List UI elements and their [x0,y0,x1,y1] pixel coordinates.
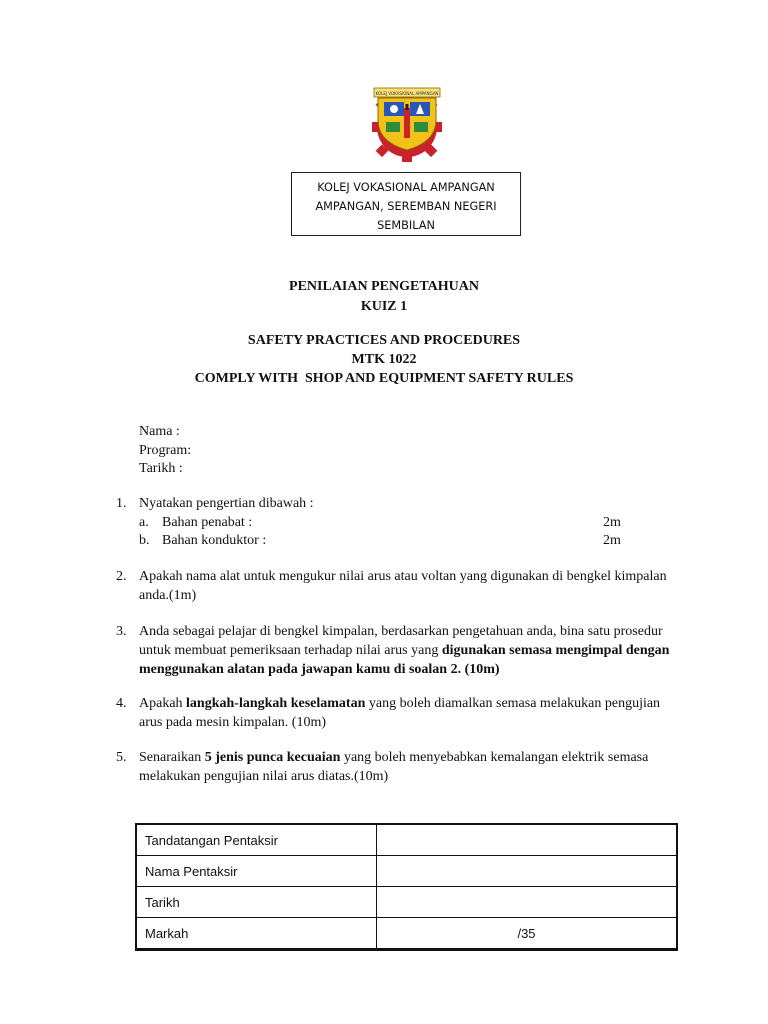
course-code: MTK 1022 [351,352,417,367]
question-text-bold: 5 jenis punca kecuaian [204,750,341,765]
question-number: 2. [116,569,127,584]
sub-item-marks: 2m [603,515,621,530]
college-name-box [291,172,521,236]
college-crest-icon [360,82,454,162]
question-number: 5. [116,750,127,765]
name-label: Nama : [139,424,180,439]
question-2 [116,567,676,605]
table-row [136,887,677,918]
table-cell-label: Markah [136,918,377,950]
date-label: Tarikh : [139,461,183,476]
question-text [139,622,676,679]
question-text [139,694,676,732]
table-cell-label: Tarikh [136,887,377,918]
sub-item-text: Bahan penabat : [162,515,253,530]
question-number: 1. [116,496,127,511]
question-text-bold: digunakan semasa mengimpal dengan menggunakan alatan pada jawapan kamu di soalan 2. (10m) [139,643,670,677]
table-cell-label: Tandatangan Pentaksir [136,824,377,856]
assessment-title: PENILAIAN PENGETAHUAN [289,279,479,294]
question-text-plain: yang boleh diamalkan semasa melakukan pengujian arus pada mesin kimpalan. (10m) [139,696,661,730]
question-text [139,748,676,786]
question-4 [116,694,676,732]
table-cell-label: Nama Pentaksir [136,856,377,887]
question-1 [116,494,676,513]
question-text-plain: yang boleh menyebabkan kemalangan elektrik semasa melakukan pengujian nilai arus diatas.(10m) [139,750,649,784]
college-name-line-1: KOLEJ VOKASIONAL AMPANGAN [317,181,495,194]
question-text-plain: Senaraikan [139,750,205,765]
question-text-bold: langkah-langkah keselamatan [186,696,366,711]
sub-item-text: Bahan konduktor : [162,533,267,548]
question-3 [116,622,676,679]
question-number: 3. [116,624,127,639]
table-cell-value: /35 [377,918,678,950]
table-row [136,824,677,856]
topic-title: COMPLY WITH SHOP AND EQUIPMENT SAFETY RULES [194,371,574,386]
quiz-title: KUIZ 1 [360,299,408,314]
subject-title: SAFETY PRACTICES AND PROCEDURES [247,333,521,348]
question-text: Nyatakan pengertian dibawah : [139,496,314,511]
table-row [136,856,677,887]
svg-text:KOLEJ VOKASIONAL AMPANGAN: KOLEJ VOKASIONAL AMPANGAN [375,91,439,96]
sub-item-marks: 2m [603,533,621,548]
sub-item-label: a. [139,515,149,530]
table-bottom-rule [135,950,678,951]
question-number: 4. [116,696,127,711]
college-name-line-3: SEMBILAN [377,219,435,232]
assessor-table [135,823,678,950]
table-cell-value [377,887,678,918]
table-cell-value [377,824,678,856]
question-text-plain: Apakah [139,696,187,711]
question-5 [116,748,676,786]
program-label: Program: [139,443,192,458]
table-cell-value [377,856,678,887]
question-text-plain: Anda sebagai pelajar di bengkel kimpalan, berdasarkan pengetahuan anda, bina satu prosedur untuk membuat pemeriksaan terhadap nilai arus yang [139,624,663,658]
table-row [136,918,677,950]
question-text: Apakah nama alat untuk mengukur nilai arus atau voltan yang digunakan di bengkel kimpalan anda.(1m) [139,569,667,603]
college-name-line-2: AMPANGAN, SEREMBAN NEGERI [315,200,497,213]
sub-item-label: b. [139,533,150,548]
